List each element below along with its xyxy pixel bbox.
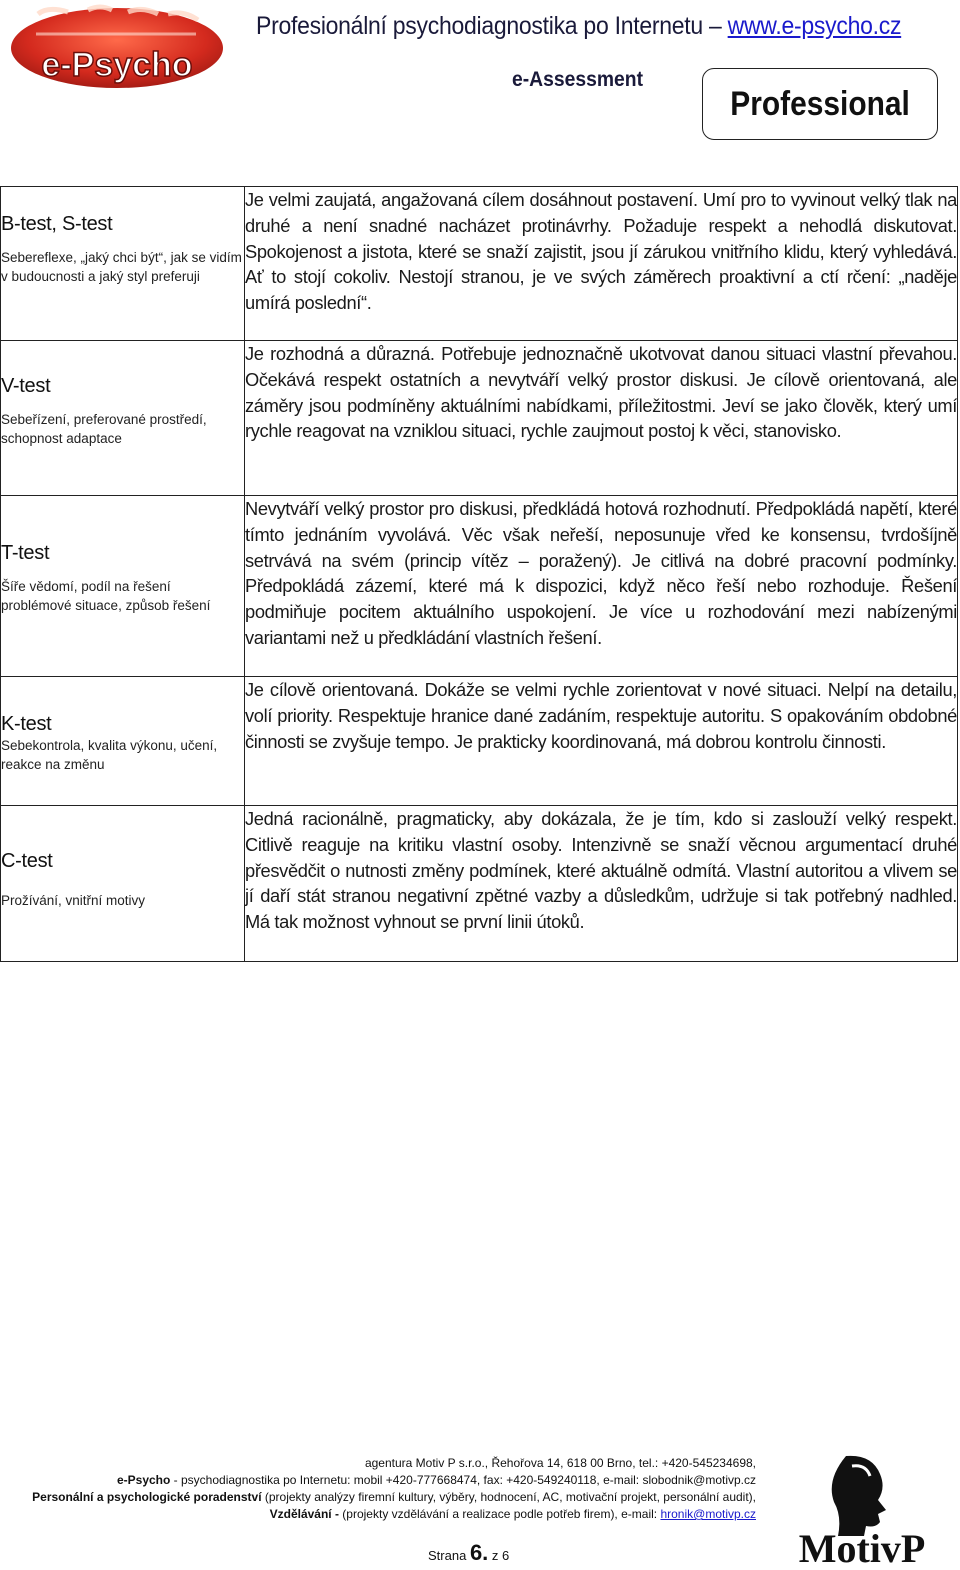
test-label-cell <box>1 187 245 341</box>
assessment-subtitle: e-Assessment <box>512 68 644 91</box>
test-name: V-test <box>1 375 51 397</box>
footer-line-education: Vzdělávání - (projekty vzdělávání a realizace podle potřeb firem), e-mail: hronik@motivp.cz <box>269 1507 756 1521</box>
table-row <box>1 806 958 962</box>
test-label-cell <box>1 806 245 962</box>
svg-text:e-Psycho: e-Psycho <box>41 46 193 84</box>
professional-badge <box>702 68 938 140</box>
header-title <box>256 12 902 41</box>
test-result-text: Je cílově orientovaná. Dokáže se velmi rychle zorientovat v nové situaci. Nelpí na detailu, volí priority. Respektuje hranice dané zadáním, respektuje autoritu. S opakováním obdobné činnosti se zvyšuje tempo. Je prakticky koordinovaná, má dobrou kontrolu činnosti. <box>245 677 958 806</box>
test-description: Sebekontrola, kvalita výkonu, učení, reakce na změnu <box>1 738 218 772</box>
table-row <box>1 677 958 806</box>
e-psycho-logo <box>8 4 226 90</box>
test-name: B-test, S-test <box>1 213 113 235</box>
test-result-text: Nevytváří velký prostor pro diskusi, předkládá hotová rozhodnutí. Předpokládá napětí, které tímto jednáním vyvolává. Věc však neřeší, neposunuje vřed ke konsensu, tvrdošíjně setrvává na svém (princip vítěz – poražený). Je citlivá na dobré pracovní podmínky. Předpokládá zázemí, které má k dispozici, když něco řeší nebo rozhoduje. Řešení podmiňuje pocitem aktuálního uspokojení. Je více u rozhodování mezi nabízenými variantami než u předkládání vlastních řešení. <box>245 496 958 677</box>
test-result-text: Je rozhodná a důrazná. Potřebuje jednoznačně ukotvovat danou situaci vlastní převahou. Očekává respekt ostatních a nevytváří velký prostor diskusi. Je cílově orientovaná, ale záměry jsou podmíněny aktuálními nabídkami, příležitostmi. Jeví se jako člověk, který umí rychle reagovat na vzniklou situaci, rychle zaujmout postoj k věci, stanovisko. <box>245 341 958 496</box>
test-description: Sebereflexe, „jaký chci být“, jak se vidím v budoucnosti a jaký styl preferuji <box>1 250 242 284</box>
test-name: T-test <box>1 542 50 564</box>
email-link[interactable]: hronik@motivp.cz <box>660 1507 756 1521</box>
footer-line-agency: agentura Motiv P s.r.o., Řehořova 14, 618 00 Brno, tel.: +420-545234698, <box>364 1456 756 1470</box>
test-name: K-test <box>1 713 52 735</box>
footer-contact <box>0 1455 756 1523</box>
current-page: 6. <box>469 1540 489 1565</box>
test-result-text: Jedná racionálně, pragmaticky, aby dokázala, že je tím, kdo si zaslouží velký respekt. Citlivě reaguje na kritiku vlastní osoby. Intenzivně se snaží věcnou argumentací druhé přesvědčit o nutnosti změny podmínek, které aktuálně odmítá. Vlastní autoritou a vlivem se jí daří stát stranou negativní zpětné vazby a důsledkům, udržuje si tak potřebný nadhled. Má tak možnost vyhnout se první linii útoků. <box>245 806 958 962</box>
test-label-cell <box>1 496 245 677</box>
table-row <box>1 341 958 496</box>
svg-text:MotivP: MotivP <box>798 1526 926 1568</box>
test-description: Prožívání, vnitřní motivy <box>1 893 146 908</box>
footer-line-consulting: Personální a psychologické poradenství (projekty analýzy firemní kultury, výběry, hodnocení, AC, motivační projekt, personální audit), <box>32 1490 756 1504</box>
page-number: Strana 6. z 6 <box>428 1540 510 1565</box>
test-result-text: Je velmi zaujatá, angažovaná cílem dosáhnout postavení. Umí pro to vyvinout velký tlak na druhé a není snadné nacházet protinávrhy. Požaduje respekt a nehodlá diskutovat. Spokojenost a jistota, které se snaží zajistit, jsou jí zárukou vnitřního klidu, který vyhledává. Ať to stojí cokoliv. Nestojí stranou, je ve svých záměrech proaktivní a ctí rčení: „naděje umírá poslední“. <box>245 187 958 341</box>
test-description: Sebeřízení, preferované prostředí, schopnost adaptace <box>1 412 207 446</box>
test-name: C-test <box>1 850 53 872</box>
test-results-table <box>0 186 958 962</box>
footer-line-epsycho: e-Psycho - psychodiagnostika po Internetu: mobil +420-777668474, fax: +420-549240118, e-mail: slobodnik@motivp.cz <box>116 1473 756 1487</box>
professional-badge-label: Professional <box>730 84 910 123</box>
website-link[interactable]: www.e-psycho.cz <box>727 12 902 40</box>
test-label-cell <box>1 677 245 806</box>
test-description: Šíře vědomí, podíl na řešení problémové situace, způsob řešení <box>1 579 211 613</box>
header-title-text: Profesionální psychodiagnostika po Internetu – <box>256 12 722 40</box>
motivp-logo <box>776 1452 948 1568</box>
table-row <box>1 496 958 677</box>
test-label-cell <box>1 341 245 496</box>
table-row <box>1 187 958 341</box>
